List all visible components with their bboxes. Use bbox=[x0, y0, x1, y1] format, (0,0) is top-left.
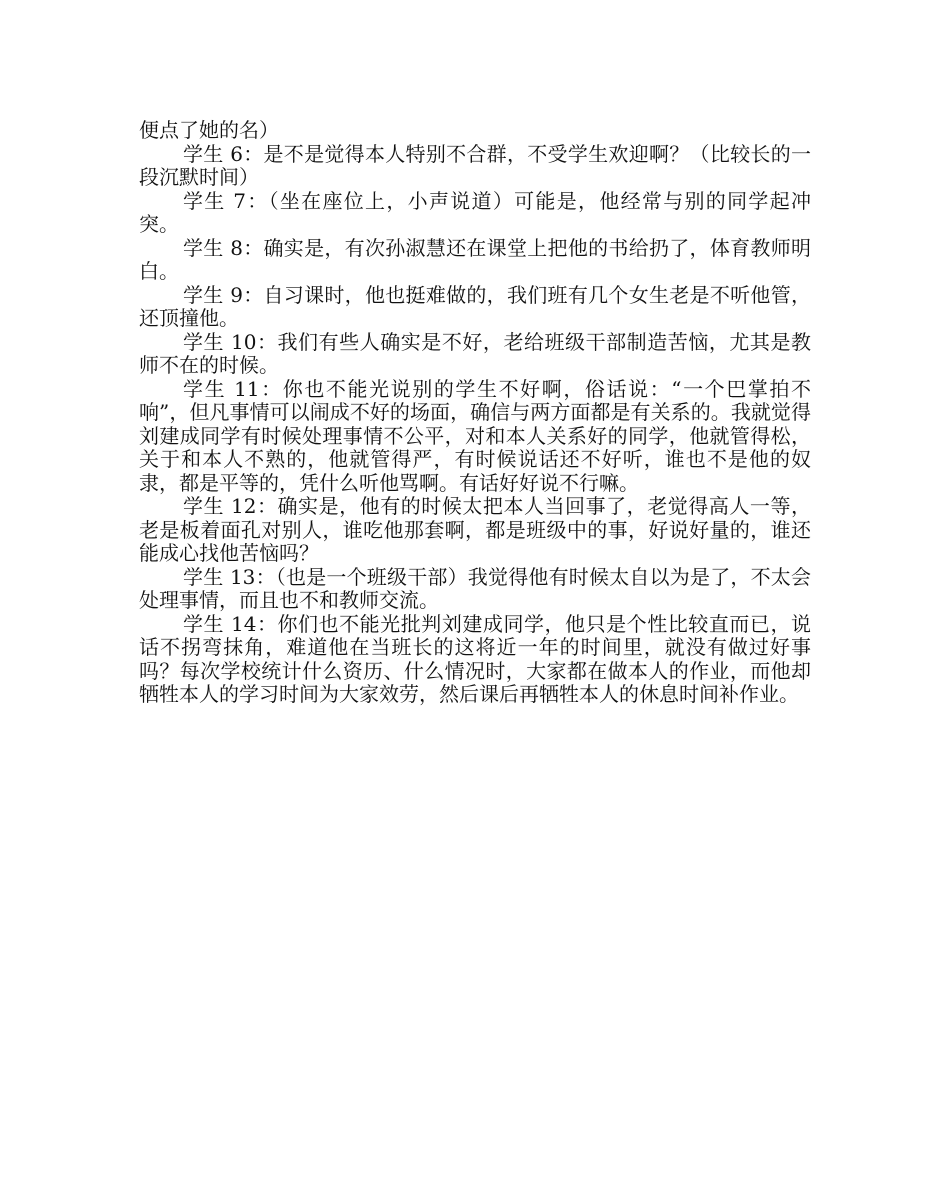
paragraph-student-8: 学生 8：确实是，有次孙淑慧还在课堂上把他的书给扔了，体育教师明白。 bbox=[139, 235, 811, 283]
paragraph-student-13: 学生 13：（也是一个班级干部）我觉得他有时候太自以为是了，不太会处理事情，而且也不和教师交流。 bbox=[139, 564, 811, 612]
paragraph-student-14: 学生 14：你们也不能光批判刘建成同学，他只是个性比较直而已，说话不拐弯抹角，难道他在当班长的这将近一年的时间里，就没有做过好事吗？每次学校统计什么资历、什么情况时，大家都在做本人的作业，而他却牺牲本人的学习时间为大家效劳，然后课后再牺牲本人的休息时间补作业。 bbox=[139, 611, 811, 706]
paragraph-student-6: 学生 6：是不是觉得本人特别不合群，不受学生欢迎啊？（比较长的一段沉默时间） bbox=[139, 141, 811, 189]
paragraph-student-10: 学生 10：我们有些人确实是不好，老给班级干部制造苦恼，尤其是教师不在的时候。 bbox=[139, 329, 811, 377]
document-body bbox=[139, 119, 811, 707]
paragraph-continuation: 便点了她的名） bbox=[139, 118, 279, 142]
paragraph-student-12: 学生 12：确实是，他有的时候太把本人当回事了，老觉得高人一等，老是板着面孔对别人，谁吃他那套啊，都是班级中的事，好说好量的，谁还能成心找他苦恼吗？ bbox=[139, 494, 811, 565]
paragraph-student-9: 学生 9：自习课时，他也挺难做的，我们班有几个女生老是不听他管，还顶撞他。 bbox=[139, 282, 811, 330]
paragraph-student-7: 学生 7：（坐在座位上，小声说道）可能是，他经常与别的同学起冲突。 bbox=[139, 188, 811, 236]
paragraph-student-11: 学生 11：你也不能光说别的学生不好啊，俗话说：“一个巴掌拍不响”，但凡事情可以闹成不好的场面，确信与两方面都是有关系的。我就觉得刘建成同学有时候处理事情不公平，对和本人关系好的同学，他就管得松，关于和本人不熟的，他就管得严，有时候说话还不好听，谁也不是他的奴隶，都是平等的，凭什么听他骂啊。有话好好说不行嘛。 bbox=[139, 376, 811, 495]
